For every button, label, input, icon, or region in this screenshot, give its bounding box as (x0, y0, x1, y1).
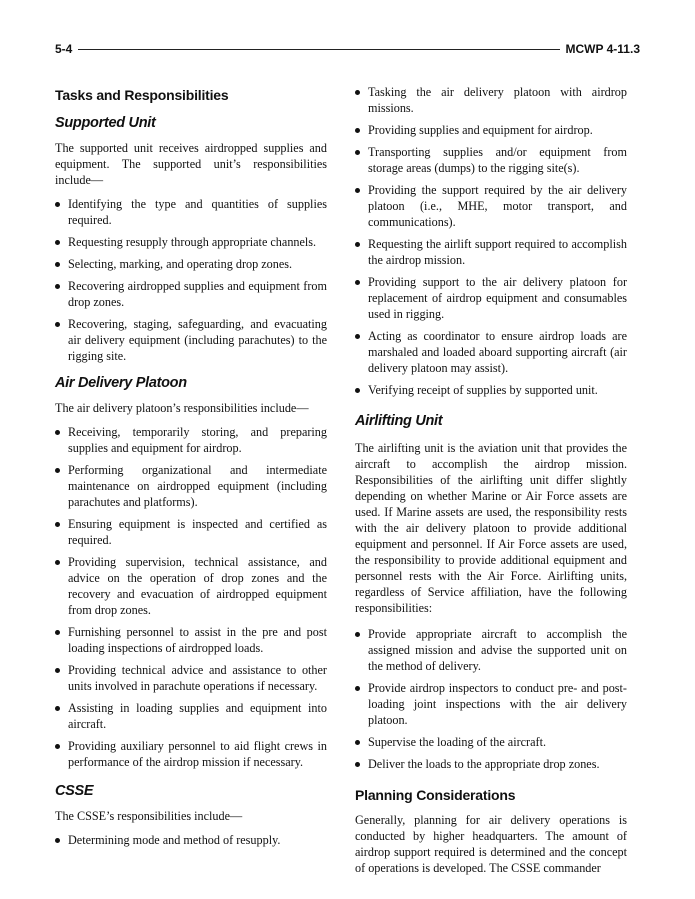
list-item-text: Tasking the air delivery platoon with airdrop missions. (368, 85, 627, 115)
list-item (55, 256, 327, 272)
list-item-text: Providing technical advice and assistance to other units involved in parachute operations if necessary. (68, 663, 327, 693)
bullet-icon (55, 744, 60, 749)
bullet-icon (55, 468, 60, 473)
list-item-text: Selecting, marking, and operating drop zones. (68, 257, 293, 271)
list-item (55, 462, 327, 510)
list-item (55, 662, 327, 694)
list-item-text: Supervise the loading of the aircraft. (368, 735, 547, 749)
air-delivery-platoon-list (55, 424, 327, 770)
supported-unit-list (55, 196, 327, 364)
list-item-text: Identifying the type and quantities of supplies required. (68, 197, 327, 227)
air-delivery-platoon-intro: The air delivery platoon’s responsibilities include— (55, 401, 309, 415)
list-item-text: Receiving, temporarily storing, and preparing supplies and equipment for airdrop. (68, 425, 327, 455)
left-column (55, 84, 327, 848)
bullet-icon (55, 706, 60, 711)
bullet-icon (355, 90, 360, 95)
list-item-text: Verifying receipt of supplies by supported unit. (368, 383, 598, 397)
list-item-text: Providing support to the air delivery platoon for replacement of airdrop equipment and consumables used in rigging. (368, 275, 627, 321)
list-item-text: Performing organizational and intermediate maintenance on airdropped equipment (including parachutes and platforms). (68, 463, 327, 509)
planning-text: Generally, planning for air delivery operations is conducted by higher headquarters. The amount of airdrop support required is determined and the concept of operations is developed. The CSSE commander (355, 813, 627, 875)
right-column (355, 84, 627, 876)
list-item (355, 680, 627, 728)
list-item-text: Determining mode and method of resupply. (68, 833, 281, 847)
document-reference: MCWP 4-11.3 (560, 42, 640, 56)
airlifting-unit-intro: The airlifting unit is the aviation unit that provides the aircraft to accomplish the airdrop mission. Responsibilities of the airlifting unit differ slightly depending on whether Marine or Air Force assets are used. If Marine assets are used, the responsibility rests with the air delivery platoon to provide additional equipment and personnel. If Air Force assets are used, the responsibility to provide additional equipment and personnel rests with the Air Force. Airlifting units, regardless of Service affiliation, have the following responsibilities: (355, 441, 627, 615)
bullet-icon (355, 632, 360, 637)
list-item-text: Provide appropriate aircraft to accomplish the assigned mission and advise the supported unit on the method of delivery. (368, 627, 627, 673)
bullet-icon (55, 560, 60, 565)
list-item (55, 624, 327, 656)
bullet-icon (55, 838, 60, 843)
csse-list-continued (355, 84, 627, 398)
list-item (55, 316, 327, 364)
list-item-text: Assisting in loading supplies and equipment into aircraft. (68, 701, 327, 731)
bullet-icon (355, 686, 360, 691)
bullet-icon (55, 668, 60, 673)
list-item-text: Requesting resupply through appropriate channels. (68, 235, 317, 249)
list-item-text: Provide airdrop inspectors to conduct pre- and post-loading joint inspections with the air delivery platoon. (368, 681, 627, 727)
bullet-icon (55, 630, 60, 635)
list-item (355, 382, 627, 398)
header-rule (55, 49, 640, 50)
supported-unit-heading: Supported Unit (55, 115, 156, 131)
list-item (55, 554, 327, 618)
list-item (55, 832, 327, 848)
list-item (55, 738, 327, 770)
csse-list (55, 832, 327, 848)
list-item (355, 734, 627, 750)
list-item-text: Deliver the loads to the appropriate drop zones. (368, 757, 600, 771)
list-item (355, 122, 627, 138)
bullet-icon (355, 188, 360, 193)
bullet-icon (355, 280, 360, 285)
bullet-icon (355, 128, 360, 133)
list-item-text: Furnishing personnel to assist in the pre and post loading inspections of airdropped loads. (68, 625, 327, 655)
page-number: 5-4 (55, 42, 78, 56)
bullet-icon (355, 242, 360, 247)
bullet-icon (55, 284, 60, 289)
list-item-text: Requesting the airlift support required to accomplish the airdrop mission. (368, 237, 627, 267)
bullet-icon (355, 334, 360, 339)
bullet-icon (55, 240, 60, 245)
list-item (55, 700, 327, 732)
list-item (355, 144, 627, 176)
list-item-text: Providing supplies and equipment for airdrop. (368, 123, 593, 137)
bullet-icon (55, 262, 60, 267)
bullet-icon (55, 430, 60, 435)
planning-heading: Planning Considerations (355, 787, 516, 803)
running-header (55, 42, 640, 58)
list-item-text: Recovering, staging, safeguarding, and evacuating air delivery equipment (including parachutes) to the rigging site. (68, 317, 327, 363)
list-item (55, 516, 327, 548)
list-item-text: Providing auxiliary personnel to aid flight crews in performance of the airdrop mission if necessary. (68, 739, 327, 769)
list-item-text: Transporting supplies and/or equipment from storage areas (dumps) to the rigging site(s). (368, 145, 627, 175)
bullet-icon (355, 150, 360, 155)
air-delivery-platoon-heading: Air Delivery Platoon (55, 375, 187, 391)
supported-unit-intro: The supported unit receives airdropped supplies and equipment. The supported unit’s responsibilities include— (55, 141, 327, 187)
airlifting-unit-heading: Airlifting Unit (355, 413, 443, 429)
list-item (55, 424, 327, 456)
list-item-text: Providing supervision, technical assistance, and advice on the operation of drop zones and the recovery and evacuation of airdropped equipment from drop zones. (68, 555, 327, 617)
list-item (355, 328, 627, 376)
list-item (55, 196, 327, 228)
list-item (355, 84, 627, 116)
list-item (355, 182, 627, 230)
list-item-text: Providing the support required by the air delivery platoon (i.e., MHE, motor transport, and communications). (368, 183, 627, 229)
bullet-icon (355, 740, 360, 745)
list-item (55, 234, 327, 250)
list-item-text: Recovering airdropped supplies and equipment from drop zones. (68, 279, 327, 309)
bullet-icon (355, 762, 360, 767)
tasks-heading: Tasks and Responsibilities (55, 87, 229, 103)
list-item-text: Acting as coordinator to ensure airdrop loads are marshaled and loaded aboard supporting aircraft (air delivery platoon may assist). (368, 329, 627, 375)
bullet-icon (55, 522, 60, 527)
list-item (355, 274, 627, 322)
list-item-text: Ensuring equipment is inspected and certified as required. (68, 517, 327, 547)
list-item (55, 278, 327, 310)
bullet-icon (55, 322, 60, 327)
list-item (355, 756, 627, 772)
list-item (355, 626, 627, 674)
csse-heading: CSSE (55, 783, 94, 799)
bullet-icon (355, 388, 360, 393)
csse-intro: The CSSE’s responsibilities include— (55, 809, 243, 823)
bullet-icon (55, 202, 60, 207)
list-item (355, 236, 627, 268)
airlifting-unit-list (355, 626, 627, 772)
